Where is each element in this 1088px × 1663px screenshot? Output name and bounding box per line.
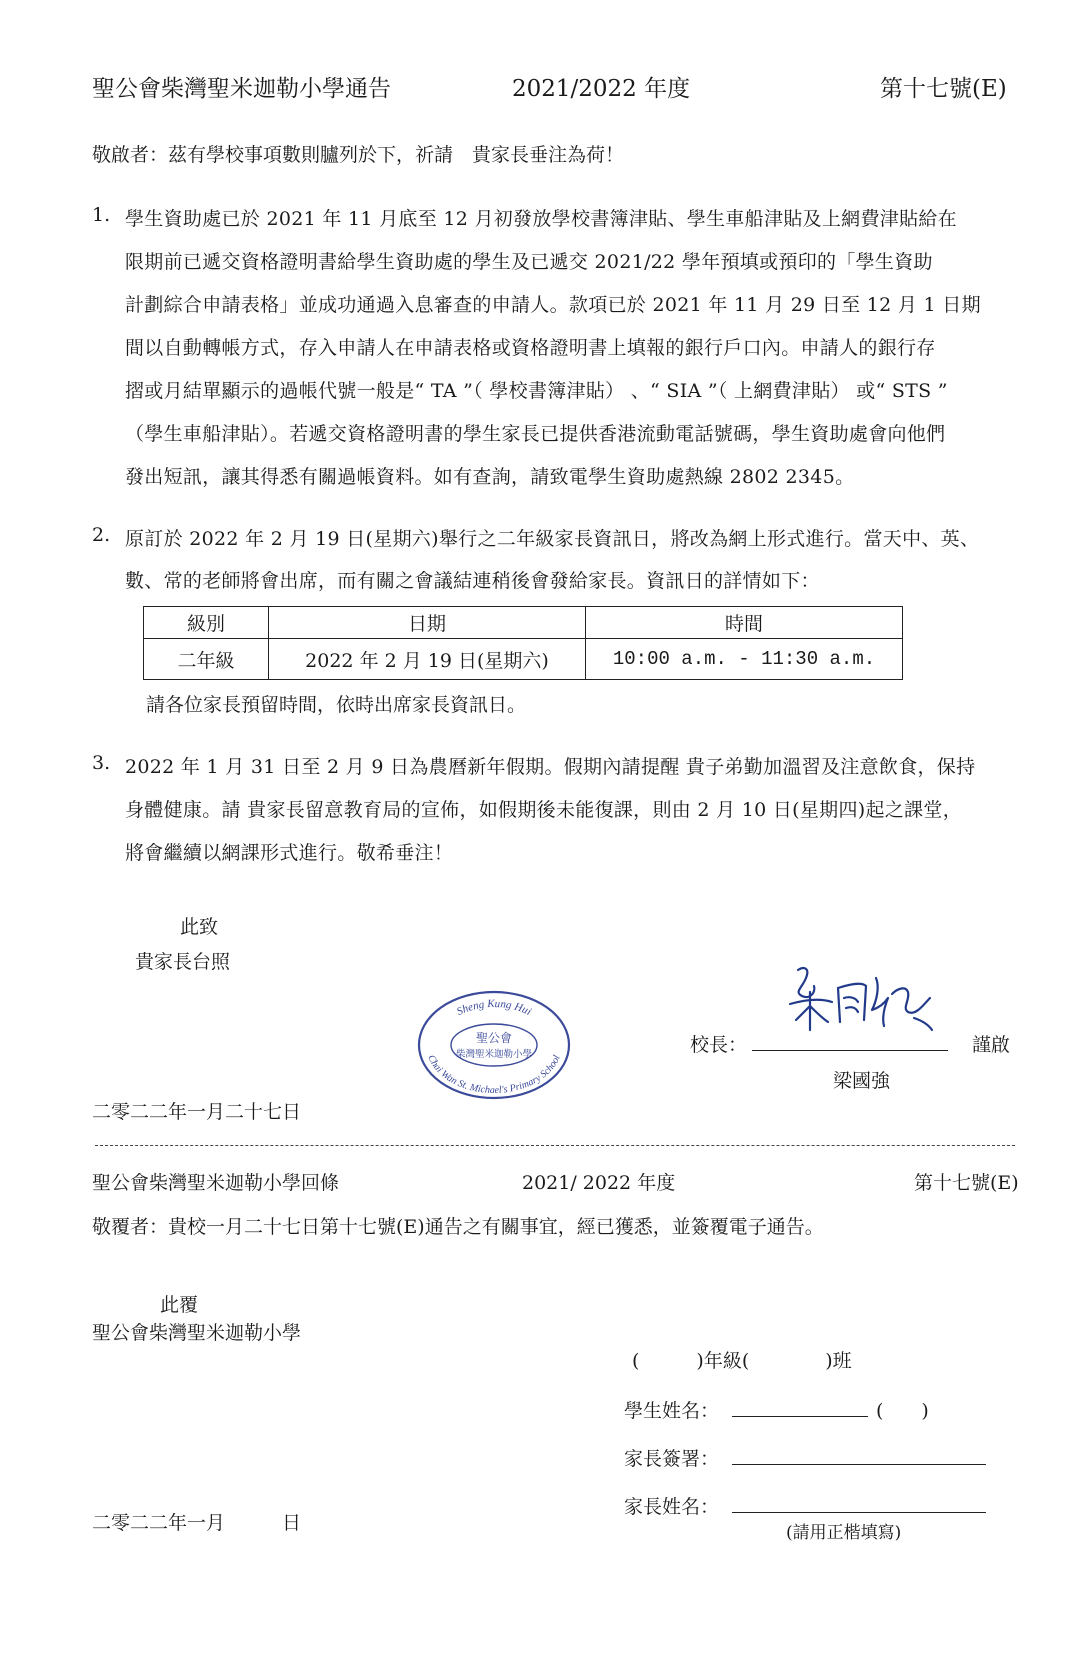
table-header-date: 日期 [269,607,586,639]
svg-text:Sheng Kung Hui [455,998,533,1018]
student-number-field[interactable]: ( ) [876,1400,929,1422]
principal-signature [780,958,940,1038]
item1-line: 發出短訊，讓其得悉有關過帳資料。如有查詢，請致電學生資助處熱線 2802 2345。 [125,466,855,488]
parent-name-label: 家長姓名： [624,1496,720,1518]
ci-zhi: 此致 [180,916,219,938]
greeting: 敬啟者：茲有學校事項數則臚列於下，祈請 貴家長垂注為荷！ [92,144,625,166]
item2-note: 請各位家長預留時間，依時出席家長資訊日。 [146,694,527,716]
parent-name-field[interactable] [732,1512,986,1513]
item3-line: 身體健康。請 貴家長留意教育局的宣佈，如假期後未能復課，則由 2 月 10 日(星期四)起之課堂， [125,799,962,821]
stamp-bottom-text: Chai Wan St. Michael's Primary School [425,1053,563,1097]
table-cell-grade: 二年級 [144,639,269,680]
item-number: 2. [92,524,111,546]
stamp-center-line2: 柴灣聖米迦勒小學 [455,1049,533,1060]
fill-hint: (請用正楷填寫) [786,1523,902,1543]
student-name-field[interactable] [732,1416,868,1417]
item-number: 1. [92,204,111,226]
item1-line: 限期前已遞交資格證明書給學生資助處的學生及已遞交 2021/22 學年預填或預印的「學生資助 [125,251,933,273]
notice-number: 第十七號(E) [880,76,1007,102]
signature-line [752,1050,948,1051]
item1-line: 間以自動轉帳方式，存入申請人在申請表格或資格證明書上填報的銀行戶口內。申請人的銀行存 [125,337,936,359]
jin-qi: 謹啟 [972,1034,1011,1056]
principal-name: 梁國強 [833,1070,891,1092]
item3-line: 將會繼續以網課形式進行。敬希垂注！ [125,842,454,864]
table-header-grade: 級別 [144,607,269,639]
item3-line: 2022 年 1 月 31 日至 2 月 9 日為農曆新年假期。假期內請提醒 貴子弟勤加溫習及注意飲食，保持 [125,756,976,778]
reply-text: 敬覆者：貴校一月二十七日第十七號(E)通告之有關事宜，經已獲悉，並簽覆電子通告。 [92,1216,824,1238]
student-name-label: 學生姓名： [624,1400,720,1422]
principal-label: 校長： [690,1034,748,1056]
notice-year: 2021/2022 年度 [512,76,691,102]
parent-signature-field[interactable] [732,1464,986,1465]
notice-date: 二零二二年一月二十七日 [92,1101,302,1123]
cut-line [95,1145,1015,1146]
table-cell-date: 2022 年 2 月 19 日(星期六) [269,639,586,680]
stamp-center-line1: 聖公會 [475,1031,513,1045]
item1-line: （學生車船津貼）。若遞交資格證明書的學生家長已提供香港流動電話號碼，學生資助處會向他們 [125,423,946,445]
stamp-top-text: Sheng Kung Hui [454,997,534,1019]
reply-to: 聖公會柴灣聖米迦勒小學 [92,1322,302,1344]
school-stamp [416,990,572,1100]
reply-year: 2021/ 2022 年度 [522,1172,676,1194]
item-number: 3. [92,752,111,774]
ci-fu: 此覆 [160,1294,199,1316]
reply-date: 二零二二年一月 日 [92,1512,302,1534]
recipient: 貴家長台照 [135,951,231,973]
grade-class-field[interactable]: ( )年級( )班 [632,1350,852,1372]
item1-line: 學生資助處已於 2021 年 11 月底至 12 月初發放學校書簿津貼、學生車船津貼及上網費津貼給在 [125,208,957,230]
reply-number: 第十七號(E) [914,1172,1019,1194]
table-cell-time: 10:00 a.m. - 11:30 a.m. [586,639,903,680]
notice-school-title: 聖公會柴灣聖米迦勒小學通告 [92,76,391,102]
item1-line: 計劃綜合申請表格」並成功通過入息審查的申請人。款項已於 2021 年 11 月 29 日至 12 月 1 日期 [125,294,981,316]
item1-line: 摺或月結單顯示的過帳代號一般是“ TA ”（ 學校書簿津貼） 、“ SIA ”（ 上網費津貼） 或“ STS ” [125,380,948,402]
table-header-time: 時間 [586,607,903,639]
item2-line: 原訂於 2022 年 2 月 19 日(星期六)舉行之二年級家長資訊日，將改為網上形式進行。當天中、英、 [125,528,980,550]
reply-school-title: 聖公會柴灣聖米迦勒小學回條 [92,1172,340,1194]
parent-sign-label: 家長簽署： [624,1448,720,1470]
item2-line: 數、常的老師將會出席，而有關之會議結連稍後會發給家長。資訊日的詳情如下： [125,570,820,592]
info-day-table [143,606,903,680]
